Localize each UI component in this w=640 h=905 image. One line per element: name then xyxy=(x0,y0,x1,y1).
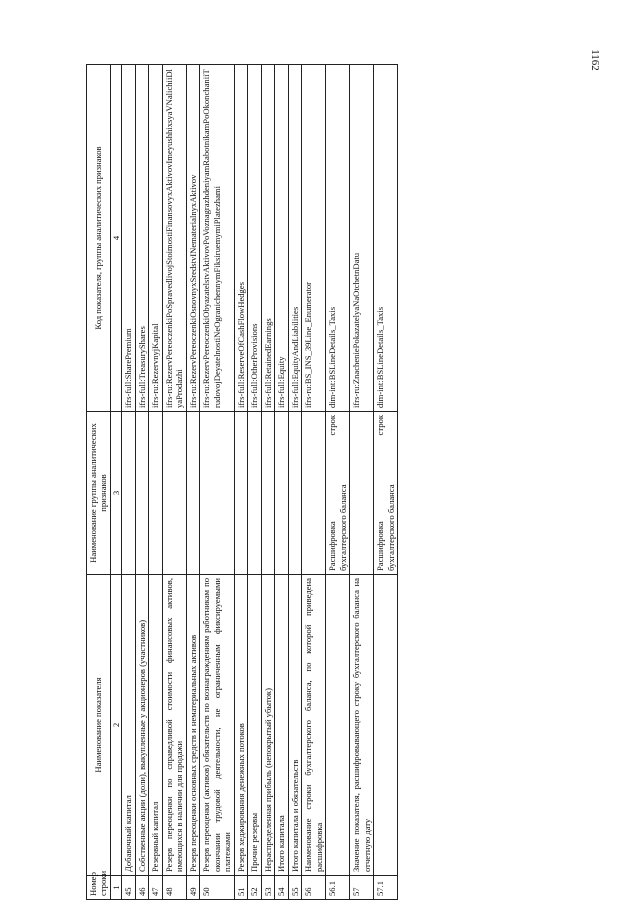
group-label-tail: строк xyxy=(375,415,386,436)
table-row xyxy=(186,65,199,900)
indicator-name-cell: Нераспределенная прибыль (непокрытый убыток) xyxy=(261,575,274,876)
group-name-cell xyxy=(234,412,247,575)
indicator-name-cell xyxy=(374,575,398,876)
group-label-line2: бухгалтерского баланса xyxy=(385,484,396,571)
indicator-name-cell: Итого капитала xyxy=(275,575,288,876)
code-cell: ifrs-ru:RezervnyjKapital xyxy=(149,65,162,412)
page-number: 1162 xyxy=(589,49,602,71)
table-row xyxy=(149,65,162,900)
table-row xyxy=(288,65,301,900)
indicator-name-cell: Собственные акции (доли), выкупленные у акционеров (участников) xyxy=(135,575,148,876)
table-row xyxy=(350,65,374,900)
header-code: Код показателя, группы аналитических признаков xyxy=(87,65,111,412)
table-body xyxy=(122,65,398,900)
indicator-name-cell: Резерв переоценки по справедливой стоимости финансовых активов, имеющихся в наличии для продажи xyxy=(162,575,186,876)
indicator-name-cell: Резерв хеджирования денежных потоков xyxy=(234,575,247,876)
index-cell: 4 xyxy=(110,65,121,412)
header-row-number: Номер строки xyxy=(87,876,111,900)
table-row xyxy=(162,65,186,900)
header-group-name: Наименование группы аналитических признаков xyxy=(87,412,111,575)
table-row xyxy=(374,65,398,900)
table-row xyxy=(135,65,148,900)
code-cell: ifrs-ru:RezervPereoczenkiPoSpravedlivojStoimostiFinansovyxAktivovImeyushhixsyaVNalichiiDlyaProdazhi xyxy=(162,65,186,412)
code-cell: ifrs-ru:ZnacheniePokazatelyaNaOtchetnDatu xyxy=(350,65,374,412)
row-number-cell: 48 xyxy=(162,876,186,900)
code-cell: ifrs-full:SharePremium xyxy=(122,65,135,412)
rotated-page-content xyxy=(86,65,601,900)
code-cell: ifrs-full:ReserveOfCashFlowHedges xyxy=(234,65,247,412)
group-name-cell xyxy=(288,412,301,575)
code-cell: ifrs-full:Equity xyxy=(275,65,288,412)
row-number-cell: 56.1 xyxy=(326,876,350,900)
code-cell: ifrs-full:OtherProvisions xyxy=(248,65,261,412)
row-number-cell: 54 xyxy=(275,876,288,900)
row-number-cell: 46 xyxy=(135,876,148,900)
group-name-cell xyxy=(302,412,326,575)
group-label: Расшифровка xyxy=(327,521,338,571)
index-cell: 2 xyxy=(110,575,121,876)
group-label-tail: строк xyxy=(327,415,338,436)
table-row xyxy=(234,65,247,900)
code-cell: dim-int:BSLineDetails_Taxis xyxy=(326,65,350,412)
row-number-cell: 51 xyxy=(234,876,247,900)
indicator-name-cell: Добавочный капитал xyxy=(122,575,135,876)
row-number-cell: 57 xyxy=(350,876,374,900)
group-name-cell xyxy=(135,412,148,575)
group-name-cell xyxy=(200,412,234,575)
code-cell: ifrs-full:RetainedEarnings xyxy=(261,65,274,412)
row-number-cell: 49 xyxy=(186,876,199,900)
group-name-cell xyxy=(186,412,199,575)
table-row xyxy=(275,65,288,900)
table-row xyxy=(122,65,135,900)
index-cell: 1 xyxy=(110,876,121,900)
header-indicator-name: Наименование показателя xyxy=(87,575,111,876)
indicator-name-cell: Резерв переоценки основных средств и нематериальных активов xyxy=(186,575,199,876)
indicator-name-cell: Наименование строки бухгалтерского баланса, по которой приведена расшифровка xyxy=(302,575,326,876)
code-cell: ifrs-ru:RezervPereoczenkiOsnovnyxSredstvINematerialnyxAktivov xyxy=(186,65,199,412)
indicator-name-cell: Резерв переоценки (активов) обязательств по вознаграждениям работникам по окончании трудовой деятельности, не ограниченным фиксируемыми платежами xyxy=(200,575,234,876)
group-label-line2: бухгалтерского баланса xyxy=(337,484,348,571)
group-name-cell xyxy=(122,412,135,575)
indicator-name-cell: Резервный капитал xyxy=(149,575,162,876)
indicator-name-cell: Итого капитала и обязательств xyxy=(288,575,301,876)
indicator-name-cell xyxy=(326,575,350,876)
group-name-cell xyxy=(149,412,162,575)
group-name-cell xyxy=(162,412,186,575)
row-number-cell: 50 xyxy=(200,876,234,900)
group-name-cell xyxy=(326,412,350,575)
table-row xyxy=(248,65,261,900)
index-cell: 3 xyxy=(110,412,121,575)
code-cell: ifrs-ru:BS_INS_39Line_Enumerator xyxy=(302,65,326,412)
indicator-name-cell: Прочие резервы xyxy=(248,575,261,876)
code-cell: ifrs-full:EquityAndLiabilities xyxy=(288,65,301,412)
indicators-table xyxy=(86,64,398,900)
table-row xyxy=(326,65,350,900)
group-label: Расшифровка xyxy=(375,521,386,571)
indicator-name-cell: Значение показателя, расшифровывающего строку бухгалтерского баланса на отчетную дату xyxy=(350,575,374,876)
group-name-cell xyxy=(275,412,288,575)
table-row xyxy=(200,65,234,900)
table-row xyxy=(302,65,326,900)
row-number-cell: 57.1 xyxy=(374,876,398,900)
row-number-cell: 56 xyxy=(302,876,326,900)
row-number-cell: 55 xyxy=(288,876,301,900)
group-name-cell xyxy=(350,412,374,575)
row-number-cell: 47 xyxy=(149,876,162,900)
group-name-cell xyxy=(248,412,261,575)
row-number-cell: 52 xyxy=(248,876,261,900)
table-index-row xyxy=(110,65,121,900)
table-header-row xyxy=(87,65,111,900)
row-number-cell: 53 xyxy=(261,876,274,900)
group-name-cell xyxy=(374,412,398,575)
table-row xyxy=(261,65,274,900)
code-cell: dim-int:BSLineDetails_Taxis xyxy=(374,65,398,412)
row-number-cell: 45 xyxy=(122,876,135,900)
code-cell: ifrs-ru:RezervPereoczenkiObyazatelstvAktivovPoVoznagrazhdeniyamRabotnikamPoOkonchaniiTrudovojDeyatelnostiNeOgranichennymFiksiruemymiPlatezhami xyxy=(200,65,234,412)
group-name-cell xyxy=(261,412,274,575)
code-cell: ifrs-full:TreasuryShares xyxy=(135,65,148,412)
